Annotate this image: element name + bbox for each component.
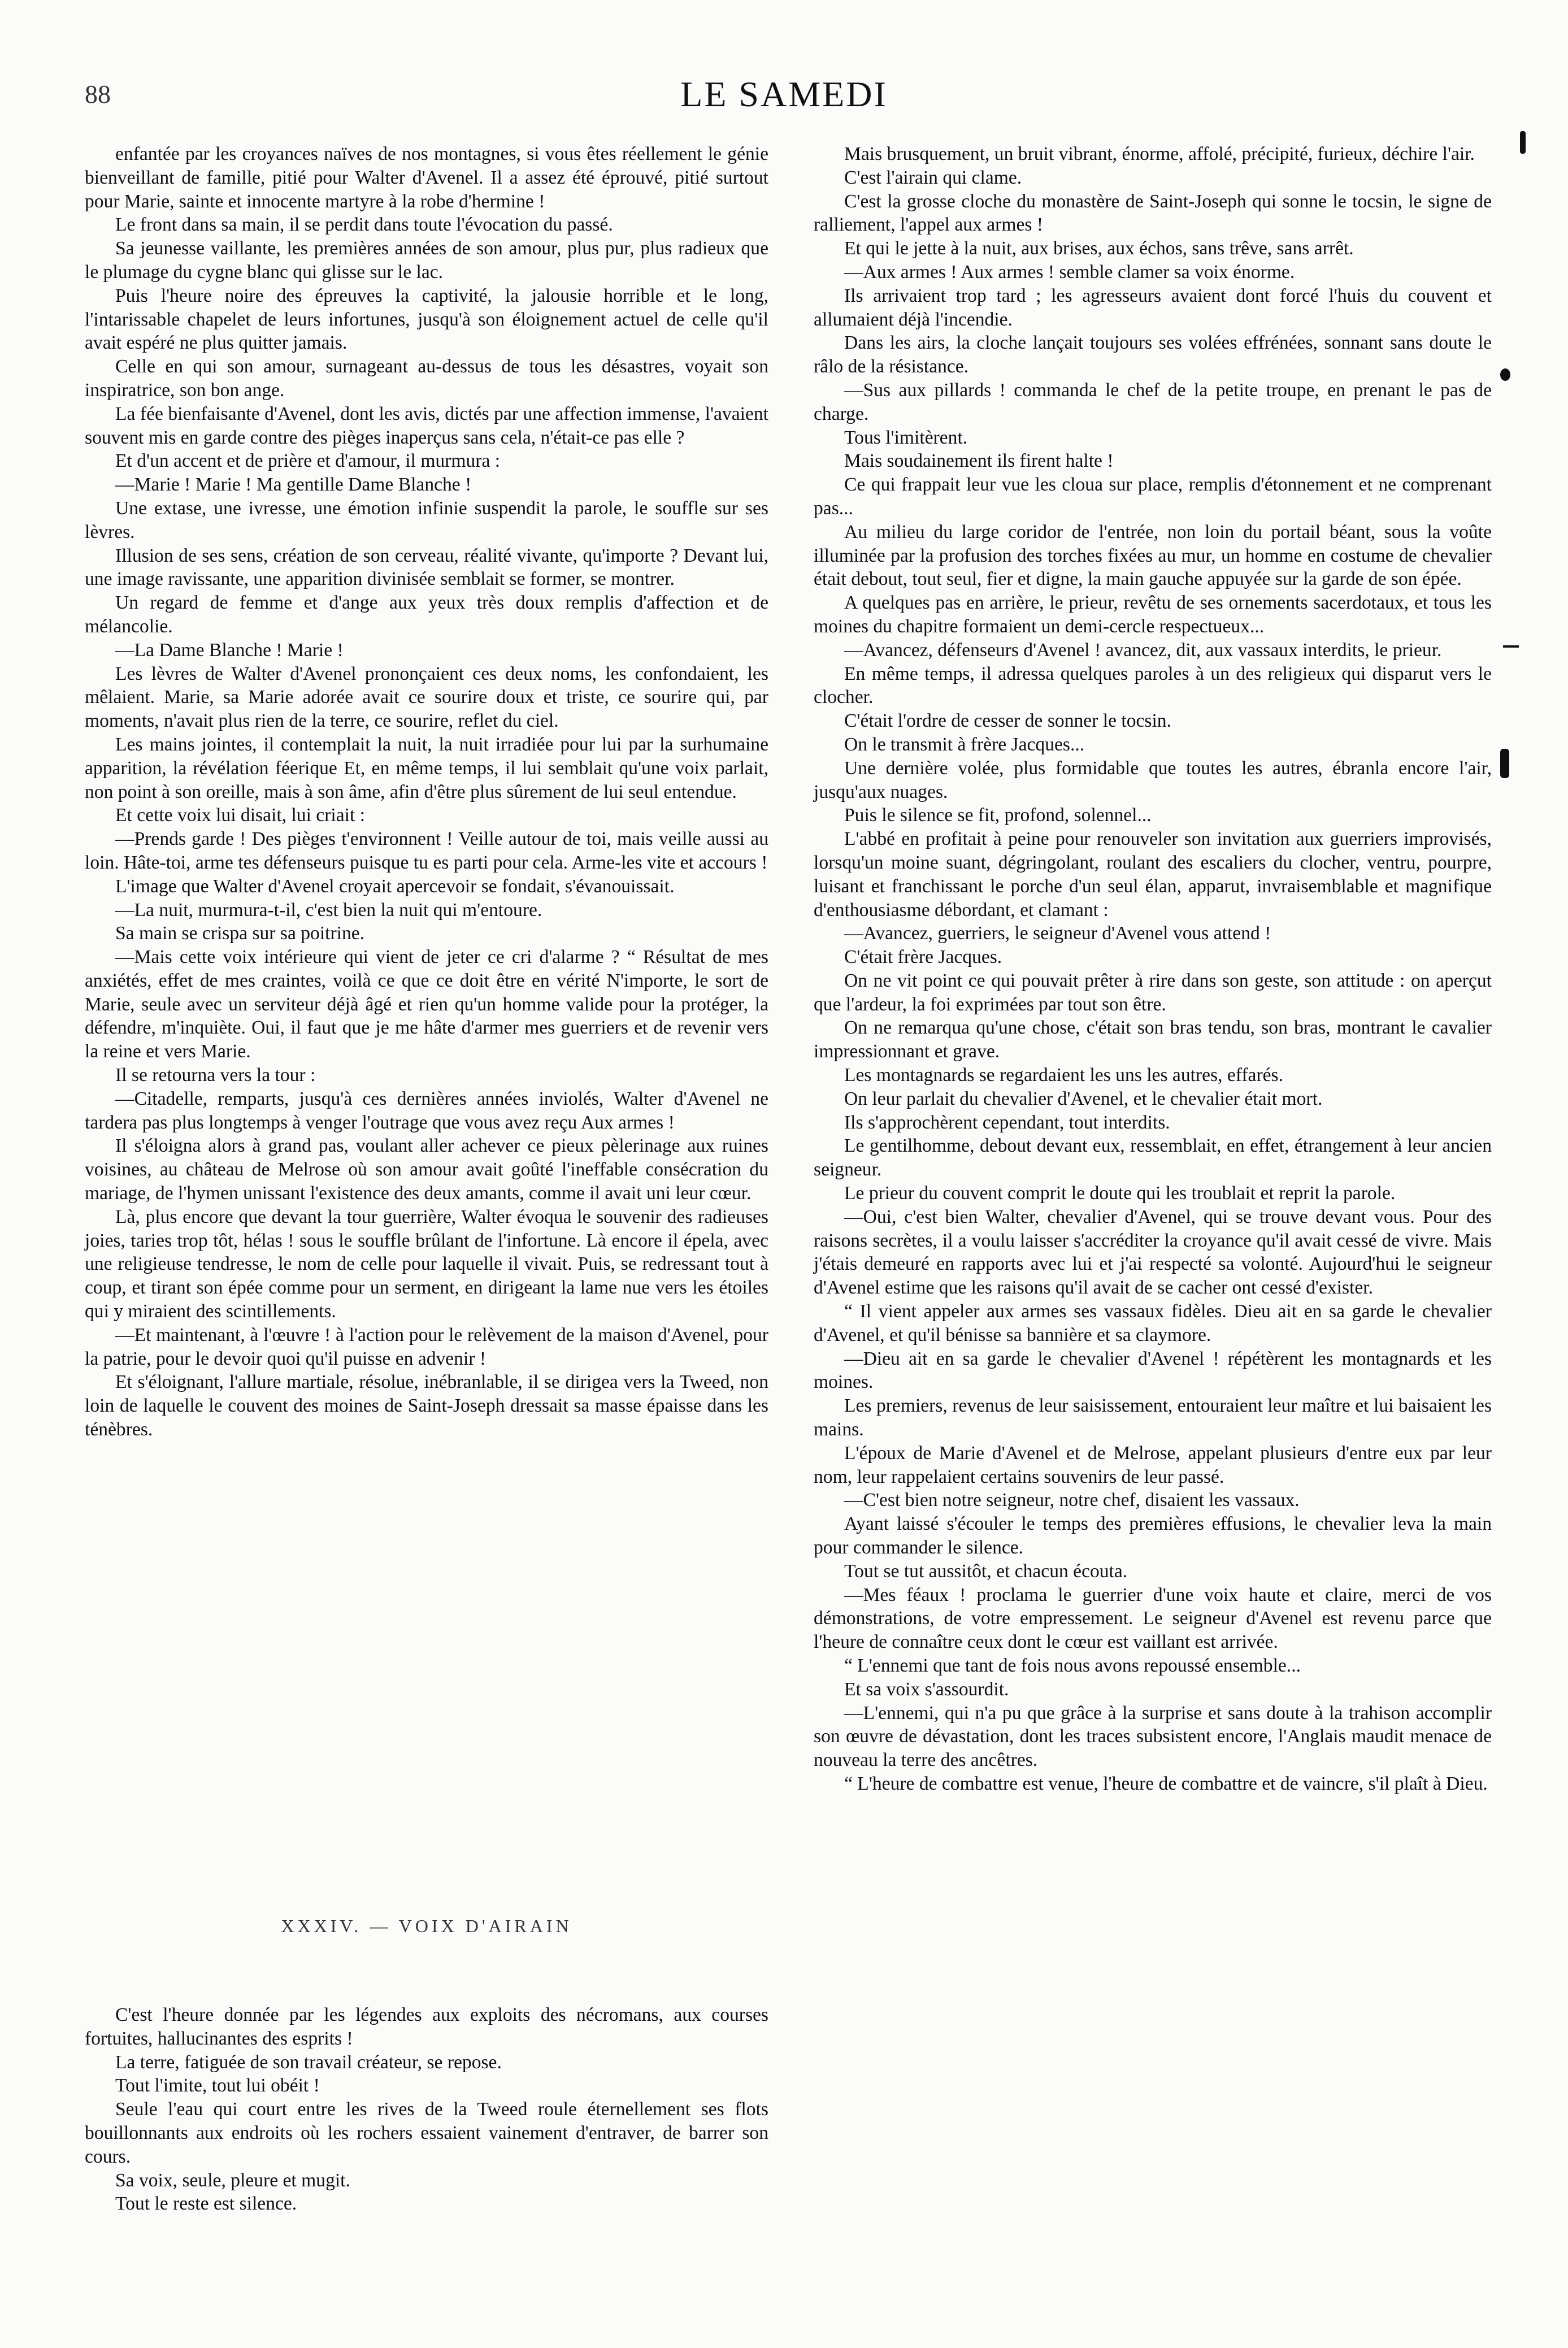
left-column-paragraph: Celle en qui son amour, surnageant au-dessus de tous les désastres, voyait son inspiratrice, son bon ange. <box>85 356 768 401</box>
left-column-paragraph: Illusion de ses sens, création de son cerveau, réalité vivante, qu'importe ? Devant lui, une image ravissante, une apparition divinisée semblait se former, se montrer. <box>85 545 768 590</box>
left-column-paragraph: —Prends garde ! Des pièges t'environnent ! Veille autour de toi, mais veille aussi au loin. Hâte-toi, arme tes défenseurs puisque tu es parti pour cela. Arme-les vite et accours ! <box>85 828 768 873</box>
right-column-paragraph: —C'est bien notre seigneur, notre chef, disaient les vassaux. <box>844 1490 1300 1511</box>
left-column-paragraph: —Citadelle, remparts, jusqu'à ces dernières années inviolés, Walter d'Avenel ne tardera pas plus longtemps à venger l'outrage que vous avez reçu Aux armes ! <box>85 1088 768 1133</box>
right-column-paragraph: Le prieur du couvent comprit le doute qui les troublait et reprit la parole. <box>844 1183 1396 1204</box>
right-column-paragraph: A quelques pas en arrière, le prieur, revêtu de ses ornements sacerdotaux, et tous les moines du chapitre formaient un demi-cercle respectueux... <box>814 592 1492 637</box>
margin-ink-mark <box>1520 131 1526 154</box>
right-column-paragraph: L'époux de Marie d'Avenel et de Melrose, appelant plusieurs d'entre eux par leur nom, leur rappelaient certains souvenirs de leur passé. <box>814 1442 1492 1487</box>
left-column-paragraph: Sa jeunesse vaillante, les premières années de son amour, plus pur, plus radieux que le plumage du cygne blanc qui glisse sur le lac. <box>85 238 768 283</box>
right-column-paragraph: Mais brusquement, un bruit vibrant, énorme, affolé, précipité, furieux, déchire l'air. <box>844 144 1475 164</box>
right-column-paragraph: —Avancez, guerriers, le seigneur d'Avenel vous attend ! <box>844 923 1271 944</box>
left-column-paragraph: Puis l'heure noire des épreuves la captivité, la jalousie horrible et le long, l'intarissable chapelet de leurs infortunes, jusqu'à son éloignement actuel de celle qu'il avait espéré ne plus quitter jamais. <box>85 285 768 354</box>
right-column-paragraph: Dans les airs, la cloche lançait toujours ses volées effrénées, sonnant sans doute le râlo de la résistance. <box>814 332 1492 377</box>
right-column-paragraph: —Avancez, défenseurs d'Avenel ! avancez, dit, aux vassaux interdits, le prieur. <box>844 639 1442 661</box>
right-column <box>814 142 1492 1796</box>
right-column-paragraph: En même temps, il adressa quelques paroles à un des religieux qui disparut vers le clocher. <box>814 663 1492 708</box>
right-column-paragraph: —Mes féaux ! proclama le guerrier d'une voix haute et claire, merci de vos démonstrations, de votre empressement. Le seigneur d'Avenel est revenu parce que l'heure de connaître ceux dont le cœur est vaillant est arrivée. <box>814 1584 1492 1653</box>
right-column-paragraph: C'était frère Jacques. <box>844 947 1002 968</box>
right-column-paragraph: On ne remarqua qu'une chose, c'était son bras tendu, son bras, montrant le cavalier impressionnant et grave. <box>814 1017 1492 1062</box>
left-column-paragraph: —La Dame Blanche ! Marie ! <box>115 639 344 661</box>
left-column-paragraph: —Marie ! Marie ! Ma gentille Dame Blanche ! <box>115 474 472 496</box>
page-number: 88 <box>85 80 111 108</box>
right-column-paragraph: “ L'heure de combattre est venue, l'heure de combattre et de vaincre, s'il plaît à Dieu. <box>844 1773 1488 1794</box>
margin-ink-mark <box>1500 749 1509 778</box>
left-column-paragraph: Il se retourna vers la tour : <box>115 1065 316 1086</box>
left-column-paragraph: Une extase, une ivresse, une émotion infinie suspendit la parole, le souffle sur ses lèvres. <box>85 497 768 542</box>
section-paragraph: C'est l'heure donnée par les légendes aux exploits des nécromans, aux courses fortuites, hallucinantes des esprits ! <box>85 2004 768 2049</box>
right-column-paragraph: Ayant laissé s'écouler le temps des premières effusions, le chevalier leva la main pour commander le silence. <box>814 1513 1492 1559</box>
right-column-paragraph: “ L'ennemi que tant de fois nous avons repoussé ensemble... <box>844 1655 1301 1676</box>
right-column-paragraph: —L'ennemi, qui n'a pu que grâce à la surprise et sans doute à la trahison accomplir son œuvre de dévastation, dont les traces subsistent encore, l'Anglais maudit menace de nouveau la terre des ancêtres. <box>814 1702 1492 1771</box>
right-column-paragraph: On le transmit à frère Jacques... <box>844 734 1085 755</box>
left-column-paragraph: La fée bienfaisante d'Avenel, dont les avis, dictés par une affection immense, l'avaient souvent mis en garde contre des pièges inaperçus sans cela, n'était-ce pas elle ? <box>85 403 768 448</box>
right-column-paragraph: Et sa voix s'assourdit. <box>844 1678 1009 1700</box>
left-column-paragraph: L'image que Walter d'Avenel croyait apercevoir se fondait, s'évanouissait. <box>115 875 675 897</box>
right-column-paragraph: On ne vit point ce qui pouvait prêter à rire dans son geste, son attitude : on aperçut que l'ardeur, la foi exprimées par tout son être. <box>814 970 1492 1015</box>
section-paragraph: Seule l'eau qui court entre les rives de la Tweed roule éternellement ses flots bouillonnants aux endroits où les rochers essaient vainement d'entraver, de barrer son cours. <box>85 2099 768 2167</box>
section-paragraph: Tout l'imite, tout lui obéit ! <box>115 2075 320 2097</box>
right-column-paragraph: Puis le silence se fit, profond, solennel... <box>844 805 1152 826</box>
right-column-paragraph: Ce qui frappait leur vue les cloua sur place, remplis d'étonnement et ne comprenant pas... <box>814 474 1492 519</box>
right-column-paragraph: C'était l'ordre de cesser de sonner le tocsin. <box>844 710 1171 732</box>
right-column-paragraph: Le gentilhomme, debout devant eux, ressemblait, en effet, étrangement à leur ancien seigneur. <box>814 1135 1492 1180</box>
left-column-paragraph: Et cette voix lui disait, lui criait : <box>115 805 366 826</box>
right-column-paragraph: —Sus aux pillards ! commanda le chef de la petite troupe, en prenant le pas de charge. <box>814 379 1492 424</box>
right-column-paragraph: C'est l'airain qui clame. <box>844 167 1022 188</box>
left-column-paragraph: Sa main se crispa sur sa poitrine. <box>115 923 365 944</box>
margin-ink-mark <box>1500 368 1510 381</box>
page-header <box>0 73 1568 124</box>
right-column-paragraph: Tout se tut aussitôt, et chacun écouta. <box>844 1560 1128 1582</box>
left-column-paragraph: Et s'éloignant, l'allure martiale, résolue, inébranlable, il se dirigea vers la Tweed, non loin de laquelle le couvent des moines de Saint-Joseph dressait sa masse épaisse dans les ténèbres. <box>85 1372 768 1440</box>
section-body <box>85 2003 768 2216</box>
left-column-paragraph: Il s'éloigna alors à grand pas, voulant aller achever ce pieux pèlerinage aux ruines voisines, au château de Melrose où son amour avait goûté l'ineffable consécration du mariage, de l'hymen unissant l'existence des deux amants, comme il avait uni leur cœur. <box>85 1135 768 1204</box>
left-column-paragraph: —Mais cette voix intérieure qui vient de jeter ce cri d'alarme ? “ Résultat de mes anxiétés, effet de mes craintes, voilà ce que ce doit être en vérité N'importe, le sort de Marie, seule avec un serviteur déjà âgé et rien qu'un homme valide pour la protéger, la défendre, m'inquiète. Oui, il faut que je me hâte d'armer mes guerriers et de revenir vers la reine et vers Marie. <box>85 947 768 1062</box>
right-column-paragraph: Mais soudainement ils firent halte ! <box>844 450 1114 472</box>
right-column-paragraph: Ils arrivaient trop tard ; les agresseurs avaient dont forcé l'huis du couvent et allumaient déjà l'incendie. <box>814 285 1492 330</box>
right-column-paragraph: L'abbé en profitait à peine pour renouveler son invitation aux guerriers improvisés, lorsqu'un moine suant, dégringolant, roulant des escaliers du clocher, ventru, pourpre, luisant et franchissant le porche d'un seul élan, apparut, invraisemblable et magnifique d'enthousiasme débordant, et clamant : <box>814 828 1492 921</box>
left-column-paragraph: Un regard de femme et d'ange aux yeux très doux remplis d'affection et de mélancolie. <box>85 592 768 637</box>
right-column-paragraph: Et qui le jette à la nuit, aux brises, aux échos, sans trêve, sans arrêt. <box>844 238 1354 259</box>
right-column-paragraph: —Oui, c'est bien Walter, chevalier d'Avenel, qui se trouve devant vous. Pour des raisons secrètes, il a voulu laisser s'accréditer la croyance qu'il avait cessé de vivre. Mais j'étais demeuré en rapports avec lui et j'ai respecté sa volonté. Aujourd'hui le seigneur d'Avenel estime que les raisons qu'il avait de se cacher ont cessé d'exister. <box>814 1206 1492 1299</box>
right-column-paragraph: On leur parlait du chevalier d'Avenel, et le chevalier était mort. <box>844 1088 1323 1109</box>
left-column-paragraph: Et d'un accent et de prière et d'amour, il murmura : <box>115 450 501 472</box>
section-paragraph: La terre, fatiguée de son travail créateur, se repose. <box>115 2051 502 2073</box>
left-column-paragraph: —La nuit, murmura-t-il, c'est bien la nuit qui m'entoure. <box>115 899 542 921</box>
right-column-paragraph: —Aux armes ! Aux armes ! semble clamer sa voix énorme. <box>844 261 1295 283</box>
right-column-paragraph: Les premiers, revenus de leur saisissement, entouraient leur maître et lui baisaient les mains. <box>814 1395 1492 1440</box>
left-column-paragraph: Là, plus encore que devant la tour guerrière, Walter évoqua le souvenir des radieuses joies, taries trop tôt, hélas ! sous le souffle brûlant de l'infortune. Là encore il épela, avec une religieuse tendresse, le nom de celle pour laquelle il vivait. Puis, se redressant tout à coup, et tirant son épée comme pour un serment, en dirigeant la lame nue vers les étoiles qui y miraient des scintillements. <box>85 1206 768 1322</box>
left-column-paragraph: —Et maintenant, à l'œuvre ! à l'action pour le relèvement de la maison d'Avenel, pour la patrie, pour le devoir quoi qu'il puisse en advenir ! <box>85 1324 768 1369</box>
right-column-paragraph: Une dernière volée, plus formidable que toutes les autres, ébranla encore l'air, jusqu'aux nuages. <box>814 757 1492 802</box>
section-paragraph: Sa voix, seule, pleure et mugit. <box>115 2169 350 2191</box>
left-column-paragraph: Le front dans sa main, il se perdit dans toute l'évocation du passé. <box>115 214 613 236</box>
right-column-paragraph: Les montagnards se regardaient les uns les autres, effarés. <box>844 1065 1283 1086</box>
left-column-paragraph: enfantée par les croyances naïves de nos montagnes, si vous êtes réellement le génie bienveillant de famille, pitié pour Walter d'Avenel. Il a assez été éprouvé, pitié surtout pour Marie, sainte et innocente martyre à la robe d'hermine ! <box>85 144 768 212</box>
section-paragraph: Tout le reste est silence. <box>115 2193 297 2215</box>
right-column-paragraph: Tous l'imitèrent. <box>844 427 968 448</box>
margin-ink-mark <box>1503 645 1519 648</box>
left-column-paragraph: Les lèvres de Walter d'Avenel prononçaient ces deux noms, les confondaient, les mêlaient. Marie, sa Marie adorée avait ce sourire doux et triste, ce sourire qui, par moments, n'avait plus rien de la terre, ce sourire, reflet du ciel. <box>85 663 768 732</box>
right-column-paragraph: C'est la grosse cloche du monastère de Saint-Joseph qui sonne le tocsin, le signe de ralliement, l'appel aux armes ! <box>814 190 1492 236</box>
section-heading: XXXIV. — VOIX D'AIRAIN <box>281 1916 572 1936</box>
right-column-paragraph: Au milieu du large coridor de l'entrée, non loin du portail béant, sous la voûte illuminée par la profusion des torches fixées au mur, un homme en costume de chevalier était debout, tout seul, fier et digne, la main gauche appuyée sur la garde de son épée. <box>814 521 1492 590</box>
right-column-paragraph: Ils s'approchèrent cependant, tout interdits. <box>844 1112 1170 1133</box>
journal-title: LE SAMEDI <box>680 74 888 114</box>
left-column <box>85 142 768 1442</box>
left-column-paragraph: Les mains jointes, il contemplait la nuit, la nuit irradiée pour lui par la surhumaine apparition, la révélation féerique Et, en même temps, il lui semblait qu'une voix parlait, non point à son oreille, mais à son âme, afin d'être plus sûrement de lui seul entendue. <box>85 734 768 802</box>
right-column-paragraph: “ Il vient appeler aux armes ses vassaux fidèles. Dieu ait en sa garde le chevalier d'Avenel, et qu'il bénisse sa bannière et sa claymore. <box>814 1301 1492 1346</box>
right-column-paragraph: —Dieu ait en sa garde le chevalier d'Avenel ! répétèrent les montagnards et les moines. <box>814 1348 1492 1393</box>
